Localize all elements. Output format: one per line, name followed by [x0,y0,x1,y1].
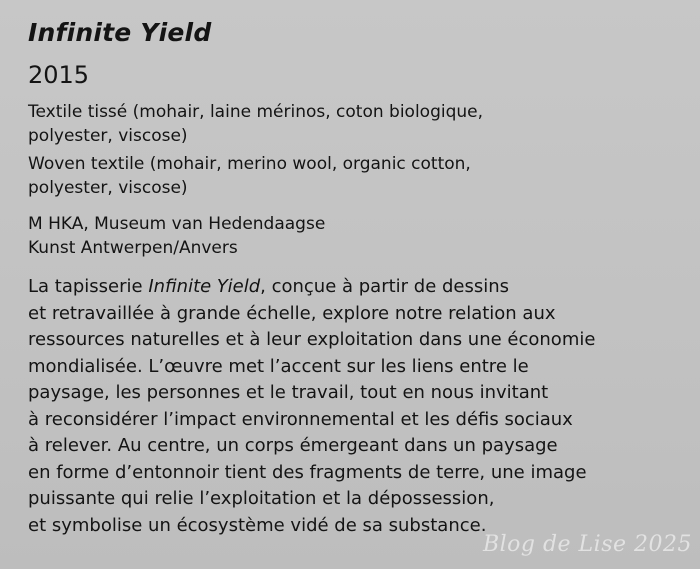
artwork-title: Infinite Yield [28,18,212,47]
description-line: à reconsidérer l’impact environnemental et les défis sociaux [28,408,573,430]
museum-label [28,16,678,539]
description-title-italic: Infinite Yield [148,276,261,297]
description-line: en forme d’entonnoir tient des fragments de terre, une image [28,461,587,483]
description-line: puissante qui relie l’exploitation et la dépossession, [28,488,495,509]
description-line: et retravaillée à grande échelle, explore notre relation aux [28,302,556,324]
medium-english-line: polyester, viscose) [28,178,188,198]
artwork-description [28,274,678,539]
watermark: Blog de Lise 2025 [482,532,692,557]
description-line: paysage, les personnes et le travail, tout en nous invitant [28,382,549,403]
description-line: mondialisée. L’œuvre met l’accent sur les liens entre le [28,355,529,377]
artwork-year: 2015 [28,61,90,89]
medium-french [28,100,678,148]
description-line: à relever. Au centre, un corps émergeant dans un paysage [28,435,558,456]
medium-english-line: Woven textile (mohair, merino wool, organic cotton, [28,154,471,174]
description-text: , conçue à partir de dessins [260,276,510,297]
description-line [28,274,678,301]
medium-english [28,152,678,200]
medium-french-line: polyester, viscose) [28,126,188,146]
description-text: La tapisserie [28,276,149,297]
description-line: ressources naturelles et à leur exploitation dans une économie [28,329,596,350]
collection-line: Kunst Antwerpen/Anvers [28,238,238,258]
description-line: et symbolise un écosystème vidé de sa substance. [28,514,487,536]
medium-french-line: Textile tissé (mohair, laine mérinos, coton biologique, [28,102,484,122]
collection-credit [28,212,678,260]
collection-line: M HKA, Museum van Hedendaagse [28,214,326,234]
